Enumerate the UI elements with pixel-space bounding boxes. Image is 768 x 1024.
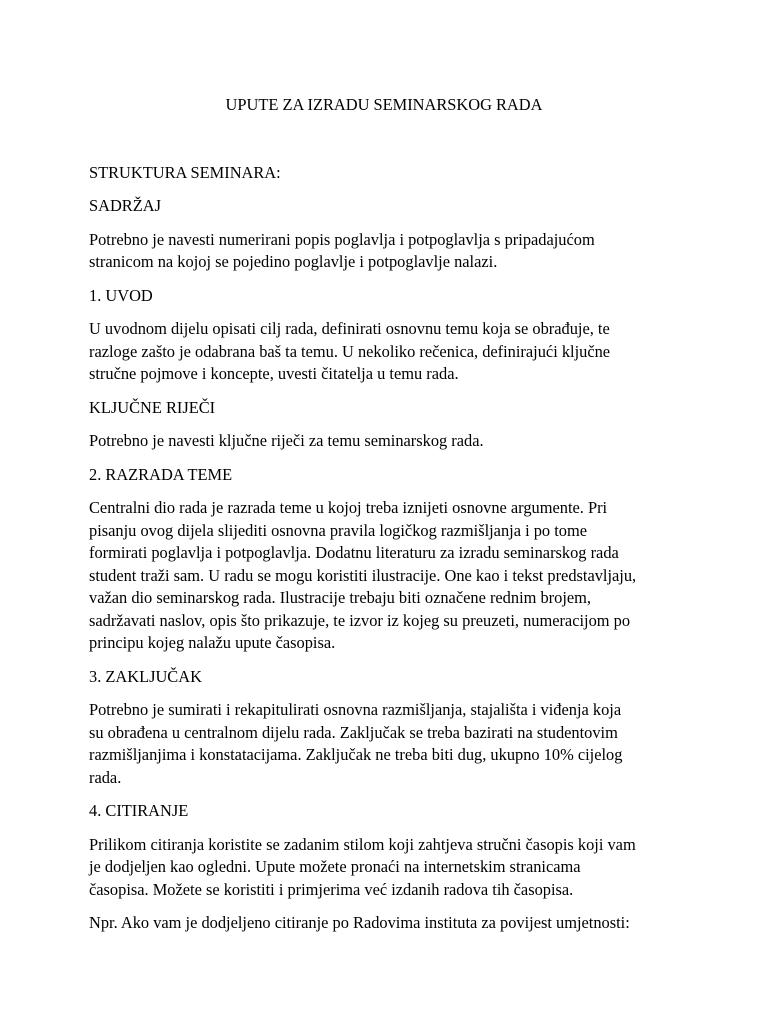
paragraph-line: su obrađena u centralnom dijelu rada. Zaključak se treba bazirati na studentovim	[89, 722, 618, 742]
paragraph-line: časopisa. Možete se koristiti i primjerima već izdanih radova tih časopisa.	[89, 879, 574, 899]
paragraph-line: Potrebno je navesti numerirani popis poglavlja i potpoglavlja s pripadajućom	[89, 229, 595, 249]
paragraph-line: stručne pojmove i koncepte, uvesti čitatelja u temu rada.	[89, 364, 459, 383]
paragraph-line: principu kojeg nalažu upute časopisa.	[89, 633, 336, 652]
section-paragraph-sadrzaj	[89, 229, 689, 274]
paragraph-line: razloge zašto je odabrana baš ta temu. U nekoliko rečenica, definirajući ključne	[89, 341, 611, 361]
paragraph-line: stranicom na kojoj se pojedino poglavlje i potpoglavlje nalazi.	[89, 252, 498, 271]
section-paragraph-kljucne-rijeci	[89, 430, 689, 453]
document-title: UPUTE ZA IZRADU SEMINARSKOG RADA	[225, 95, 543, 114]
paragraph-line: pisanju ovog dijela slijediti osnovna pravila logičkog razmišljanja i po tome	[89, 520, 587, 540]
paragraph-line: važan dio seminarskog rada. Ilustracije trebaju biti označene rednim brojem,	[89, 588, 591, 607]
paragraph-line: rada.	[89, 767, 122, 787]
paragraph-line: student traži sam. U radu se mogu koristiti ilustracije. One kao i tekst predstavljaju,	[89, 565, 637, 585]
section-paragraph-razrada	[89, 497, 689, 655]
paragraph-line: formirati poglavlja i potpoglavlja. Dodatnu literaturu za izradu seminarskog rada	[89, 543, 619, 562]
section-heading-citiranje: 4. CITIRANJE	[89, 801, 189, 820]
section-paragraph-zakljucak	[89, 699, 689, 789]
section-paragraph-citiranje	[89, 834, 689, 902]
paragraph-line: Prilikom citiranja koristite se zadanim stilom koji zahtjeva stručni časopis koji vam	[89, 834, 636, 854]
paragraph-line: sadržavati naslov, opis što prikazuje, te izvor iz kojeg su preuzeti, numeracijom po	[89, 610, 631, 630]
example-paragraph	[89, 912, 689, 935]
section-heading-kljucne-rijeci: KLJUČNE RIJEČI	[89, 397, 216, 417]
paragraph-line: U uvodnom dijelu opisati cilj rada, definirati osnovnu temu koja se obrađuje, te	[89, 319, 610, 338]
section-heading-sadrzaj: SADRŽAJ	[89, 196, 161, 215]
document-page	[89, 94, 689, 935]
section-heading-zakljucak: 3. ZAKLJUČAK	[89, 666, 202, 686]
section-paragraph-uvod	[89, 318, 689, 386]
paragraph-line: razmišljanjima i konstatacijama. Zaključak ne treba biti dug, ukupno 10% cijelog	[89, 745, 623, 764]
paragraph-line: Potrebno je navesti ključne riječi za temu seminarskog rada.	[89, 431, 484, 450]
paragraph-line: Centralni dio rada je razrada teme u kojoj treba iznijeti osnovne argumente. Pri	[89, 498, 608, 517]
structure-heading: STRUKTURA SEMINARA:	[89, 162, 281, 182]
paragraph-line: Potrebno je sumirati i rekapitulirati osnovna razmišljanja, stajališta i viđenja koja	[89, 700, 622, 719]
section-heading-uvod: 1. UVOD	[89, 285, 153, 305]
paragraph-line: je dodjeljen kao ogledni. Upute možete pronaći na internetskim stranicama	[89, 857, 581, 876]
paragraph-line: Npr. Ako vam je dodjeljeno citiranje po Radovima instituta za povijest umjetnosti:	[89, 913, 630, 932]
section-heading-razrada: 2. RAZRADA TEME	[89, 464, 233, 484]
